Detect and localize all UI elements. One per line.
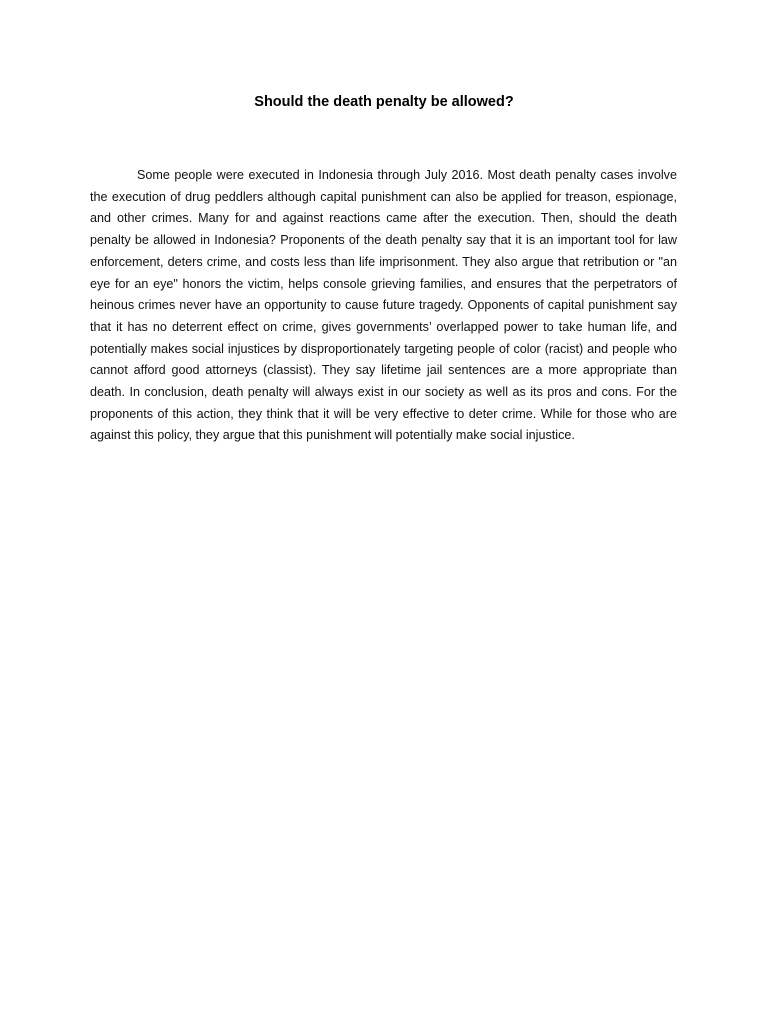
document-title: Should the death penalty be allowed? (254, 94, 514, 110)
body-paragraph: Some people were executed in Indonesia through July 2016. Most death penalty cases involve the execution of drug peddlers although capital punishment can also be applied for treason, espionage, and other crimes. Many for and against reactions came after the execution. Then, should the death penalty be allowed in Indonesia? Proponents of the death penalty say that it is an important tool for law enforcement, deters crime, and costs less than life imprisonment. They also argue that retribution or "an eye for an eye" honors the victim, helps console grieving families, and ensures that the perpetrators of heinous crimes never have an opportunity to cause future tragedy. Opponents of capital punishment say that it has no deterrent effect on crime, gives governments’ overlapped power to take human life, and potentially makes social injustices by disproportionately targeting people of color (racist) and people who cannot afford good attorneys (classist). They say lifetime jail sentences are a more appropriate than death. In conclusion, death penalty will always exist in our society as well as its pros and cons. For the proponents of this action, they think that it will be very effective to deter crime. While for those who are against this policy, they argue that this punishment will potentially make social injustice. (90, 168, 677, 443)
